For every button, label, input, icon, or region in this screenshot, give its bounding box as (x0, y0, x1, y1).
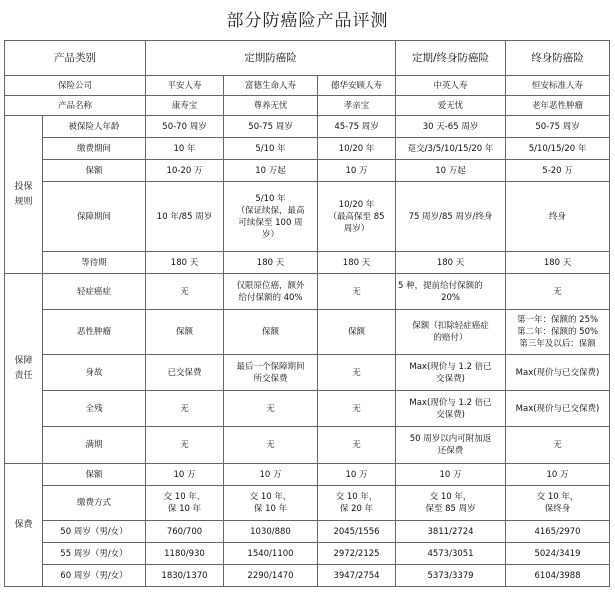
table-cell: 10 万 (396, 464, 506, 486)
table-row (5, 182, 610, 252)
table-cell: 无 (146, 274, 224, 310)
table-row (5, 138, 610, 160)
table-cell: 50-70 周岁 (146, 116, 224, 138)
table-cell: 50-75 周岁 (224, 116, 318, 138)
table-cell: 1180/930 (146, 543, 224, 565)
table-cell: 760/700 (146, 521, 224, 543)
row-label-age60: 60 周岁（男/女） (43, 565, 146, 587)
table-cell: 保额 (224, 310, 318, 355)
product-cell: 老年恶性肿瘤 (506, 96, 610, 116)
company-cell: 平安人寿 (146, 76, 224, 96)
table-row (5, 116, 610, 138)
row-label-premium-amount: 保额 (43, 464, 146, 486)
table-cell: 180 天 (318, 252, 396, 274)
table-cell: 10 万 (318, 464, 396, 486)
table-cell: 45-75 周岁 (318, 116, 396, 138)
table-cell: 无 (318, 391, 396, 427)
group-enroll: 投保 规则 (5, 116, 43, 274)
table-cell: 1540/1100 (224, 543, 318, 565)
table-row (5, 252, 610, 274)
table-cell: 5-20 万 (506, 160, 610, 182)
table-cell: Max(现价与已交保费) (506, 391, 610, 427)
table-cell: 5 种，提前给付保额的 20% (396, 274, 506, 310)
table-cell: 交 10 年， 保 10 年 (146, 486, 224, 521)
row-label-method: 缴费方式 (43, 486, 146, 521)
table-cell: 5/10/15/20 年 (506, 138, 610, 160)
row-label-mild: 轻症癌症 (43, 274, 146, 310)
table-cell: 3947/2754 (318, 565, 396, 587)
table-cell: Max(现价与已交保费) (506, 355, 610, 391)
table-cell: 5024/3419 (506, 543, 610, 565)
row-label-disability: 全残 (43, 391, 146, 427)
table-row (5, 486, 610, 521)
table-cell: 3811/2724 (396, 521, 506, 543)
table-header-row (5, 41, 610, 76)
product-cell: 康寿宝 (146, 96, 224, 116)
table-cell: 180 天 (506, 252, 610, 274)
row-label-age: 被保险人年龄 (43, 116, 146, 138)
table-cell: 保额 (318, 310, 396, 355)
row-label-maturity: 满期 (43, 427, 146, 464)
table-row (5, 464, 610, 486)
table-cell: 已交保费 (146, 355, 224, 391)
table-cell: 10-20 万 (146, 160, 224, 182)
table-cell: 180 天 (224, 252, 318, 274)
table-row (5, 565, 610, 587)
table-row (5, 160, 610, 182)
company-row (5, 76, 610, 96)
table-cell: 1830/1370 (146, 565, 224, 587)
table-cell: 10/20 年 （最高保至 85 周岁） (318, 182, 396, 252)
table-cell: 无 (146, 427, 224, 464)
table-row (5, 274, 610, 310)
table-cell: 交 10 年， 保至 85 周岁 (396, 486, 506, 521)
table-cell: 最后一个保障期间 所交保费 (224, 355, 318, 391)
company-cell: 恒安标准人寿 (506, 76, 610, 96)
header-definite: 定期防癌险 (146, 41, 396, 76)
table-cell: 10 万 (318, 160, 396, 182)
table-cell: 无 (318, 427, 396, 464)
row-label-amount: 保额 (43, 160, 146, 182)
product-cell: 尊养无忧 (224, 96, 318, 116)
table-cell: 无 (146, 391, 224, 427)
table-row (5, 310, 610, 355)
group-premium: 保费 (5, 464, 43, 587)
table-cell: 180 天 (146, 252, 224, 274)
table-row (5, 391, 610, 427)
table-cell: 交 10 年， 保 10 年 (224, 486, 318, 521)
table-cell: Max(现价与 1.2 倍已 交保费) (396, 391, 506, 427)
table-cell: 180 天 (396, 252, 506, 274)
table-row (5, 543, 610, 565)
table-cell: 30 天-65 周岁 (396, 116, 506, 138)
table-cell: 交 10 年， 保 20 年 (318, 486, 396, 521)
table-cell: 75 周岁/85 周岁/终身 (396, 182, 506, 252)
table-cell: 交 10 年， 保终身 (506, 486, 610, 521)
company-cell: 德华安顾人寿 (318, 76, 396, 96)
table-cell: 无 (506, 427, 610, 464)
header-category: 产品类别 (5, 41, 146, 76)
company-label: 保险公司 (5, 76, 146, 96)
row-label-malignant: 恶性肿瘤 (43, 310, 146, 355)
table-cell: 10 万 (146, 464, 224, 486)
table-cell: 5/10 年 (224, 138, 318, 160)
table-cell: 4165/2970 (506, 521, 610, 543)
product-row (5, 96, 610, 116)
row-label-age55: 55 周岁（男/女） (43, 543, 146, 565)
table-cell: 50 周岁以内可附加返 还保费 (396, 427, 506, 464)
table-cell: 10 年 (146, 138, 224, 160)
table-cell: 50-75 周岁 (506, 116, 610, 138)
row-label-age50: 50 周岁（男/女） (43, 521, 146, 543)
product-label: 产品名称 (5, 96, 146, 116)
table-cell: 10 万起 (396, 160, 506, 182)
table-cell: 1030/880 (224, 521, 318, 543)
table-cell: 10 万 (506, 464, 610, 486)
table-cell: 终身 (506, 182, 610, 252)
table-cell: 保额（扣除轻症癌症 的赔付） (396, 310, 506, 355)
company-cell: 中英人寿 (396, 76, 506, 96)
table-cell: 无 (224, 391, 318, 427)
product-comparison-table (4, 40, 610, 587)
table-row (5, 521, 610, 543)
table-cell: 10 万 (224, 464, 318, 486)
table-cell: 2045/1556 (318, 521, 396, 543)
row-label-coverage-period: 保障期间 (43, 182, 146, 252)
table-cell: 无 (506, 274, 610, 310)
table-cell: 10/20 年 (318, 138, 396, 160)
table-cell: Max(现价与 1.2 倍已 交保费) (396, 355, 506, 391)
header-lifelong: 终身防癌险 (506, 41, 610, 76)
product-cell: 孝亲宝 (318, 96, 396, 116)
product-cell: 爱无忧 (396, 96, 506, 116)
table-cell: 无 (224, 427, 318, 464)
table-cell: 无 (318, 274, 396, 310)
page-title: 部分防癌险产品评测 (226, 11, 389, 31)
table-cell: 仅限原位癌，额外 给付保额的 40% (224, 274, 318, 310)
table-cell: 2972/2125 (318, 543, 396, 565)
table-cell: 10 年/85 周岁 (146, 182, 224, 252)
table-cell: 4573/3051 (396, 543, 506, 565)
table-cell: 5373/3379 (396, 565, 506, 587)
row-label-death: 身故 (43, 355, 146, 391)
table-row (5, 355, 610, 391)
table-row (5, 427, 610, 464)
table-cell: 5/10 年 （保证续保，最高 可续保至 100 周 岁） (224, 182, 318, 252)
table-cell: 第一年：保额的 25% 第二年：保额的 50% 第三年及以后：保额 (506, 310, 610, 355)
row-label-pay-period: 缴费期间 (43, 138, 146, 160)
table-cell: 趸交/3/5/10/15/20 年 (396, 138, 506, 160)
company-cell: 富德生命人寿 (224, 76, 318, 96)
table-cell: 无 (318, 355, 396, 391)
header-definite-or-life: 定期/终身防癌险 (396, 41, 506, 76)
table-cell: 6104/3988 (506, 565, 610, 587)
group-liability: 保障 责任 (5, 274, 43, 464)
table-cell: 2290/1470 (224, 565, 318, 587)
row-label-waiting: 等待期 (43, 252, 146, 274)
table-cell: 保额 (146, 310, 224, 355)
table-cell: 10 万起 (224, 160, 318, 182)
